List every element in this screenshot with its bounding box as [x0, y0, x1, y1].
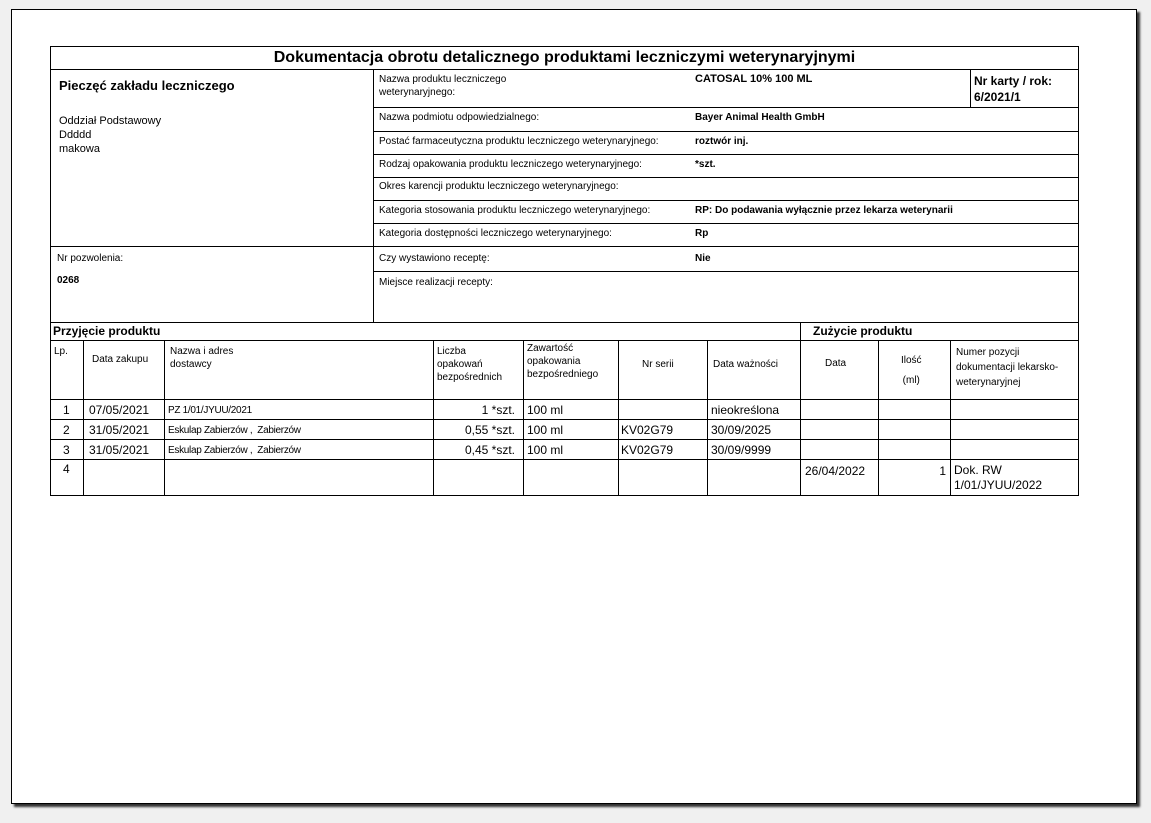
row-2-content: 100 ml: [527, 423, 564, 437]
card-value: 6/2021/1: [974, 90, 1021, 104]
row-3-supplier: Eskulap Zabierzów , Zabierzów: [168, 445, 301, 456]
col-packages-header: [437, 345, 502, 384]
document: [50, 46, 1079, 496]
row-1-lp: 1: [63, 403, 70, 417]
col-expiry-header: Data ważności: [713, 359, 779, 370]
header-line: Zawartość: [527, 343, 574, 354]
document-page: [11, 9, 1137, 804]
col-supplier-header: [170, 345, 233, 371]
stamp-line: makowa: [59, 143, 100, 155]
row-3-expiry: 30/09/9999: [711, 443, 772, 457]
row-1-supplier: PZ 1/01/JYUU/2021: [168, 405, 252, 416]
header-line: Nazwa i adres: [170, 346, 234, 357]
doc-number-line: Dok. RW: [954, 463, 1002, 477]
col-lp-header: Lp.: [54, 346, 68, 357]
header-line: bezpośredniego: [527, 369, 599, 380]
col-doc-number-header: [956, 345, 1058, 390]
header-line: opakowań: [437, 359, 483, 370]
row-2-series: KV02G79: [621, 423, 674, 437]
prescription-issued-label: Czy wystawiono receptę:: [379, 253, 490, 264]
col-use-date-header: Data: [825, 358, 847, 369]
product-name-label: [379, 73, 506, 99]
row-3-series: KV02G79: [621, 443, 674, 457]
label-line: Nazwa produktu leczniczego: [379, 74, 507, 85]
label-line: weterynaryjnego:: [379, 87, 456, 98]
row-2-packages: 0,55 *szt.: [464, 423, 515, 437]
usage-category-label: Kategoria stosowania produktu leczniczego weterynaryjnego:: [379, 205, 651, 216]
header-line: Ilość: [901, 355, 922, 366]
availability-category-label: Kategoria dostępności leczniczego weterynaryjnego:: [379, 228, 612, 239]
row-2-purchase-date: 31/05/2021: [89, 423, 150, 437]
section-intake-title: Przyjęcie produktu: [53, 324, 161, 338]
section-usage-title: Zużycie produktu: [813, 324, 913, 338]
row-1-purchase-date: 07/05/2021: [89, 403, 150, 417]
row-2-supplier: Eskulap Zabierzów , Zabierzów: [168, 425, 301, 436]
col-content-header: [527, 342, 598, 381]
header-line: bezpośrednich: [437, 372, 503, 383]
row-4-doc-number: [954, 463, 1042, 493]
withdrawal-period-label: Okres karencji produktu leczniczego weterynaryjnego:: [379, 181, 619, 192]
row-4-use-date: 26/04/2022: [805, 464, 866, 478]
stamp-lines: [59, 114, 161, 156]
movement-table: [50, 323, 1079, 496]
header-line: dostawcy: [170, 359, 212, 370]
header-line: Liczba: [437, 346, 466, 357]
header-line: opakowania: [527, 356, 581, 367]
col-purchase-date-header: Data zakupu: [92, 354, 149, 365]
permit-value: 0268: [57, 275, 80, 286]
package-type-label: Rodzaj opakowania produktu leczniczego weterynaryjnego:: [379, 159, 642, 170]
row-3-lp: 3: [63, 443, 70, 457]
document-title: Dokumentacja obrotu detalicznego produktami leczniczymi weterynaryjnymi: [50, 46, 1079, 70]
responsible-entity-label: Nazwa podmiotu odpowiedzialnego:: [379, 112, 540, 123]
availability-category-value: Rp: [695, 228, 709, 239]
row-1-expiry: nieokreślona: [711, 403, 780, 417]
row-1-packages: 1 *szt.: [481, 403, 515, 417]
responsible-entity-value: Bayer Animal Health GmbH: [695, 112, 825, 123]
package-type-value: *szt.: [695, 159, 716, 170]
row-2-expiry: 30/09/2025: [711, 423, 772, 437]
header-line: dokumentacji lekarsko-: [956, 362, 1059, 373]
pharmaceutical-form-value: roztwór inj.: [695, 136, 749, 147]
row-3-packages: 0,45 *szt.: [464, 443, 515, 457]
stamp-line: Oddział Podstawowy: [59, 115, 162, 127]
pharmaceutical-form-label: Postać farmaceutyczna produktu leczniczego weterynaryjnego:: [379, 136, 659, 147]
row-3-purchase-date: 31/05/2021: [89, 443, 150, 457]
row-2-lp: 2: [63, 423, 70, 437]
col-quantity-header: [901, 351, 922, 391]
product-name-value: CATOSAL 10% 100 ML: [695, 73, 813, 85]
header-block: [50, 70, 1079, 323]
row-4-quantity: 1: [939, 464, 946, 478]
card-label: Nr karty / rok:: [974, 74, 1053, 88]
row-4-lp: 4: [63, 462, 70, 476]
header-line: Numer pozycji: [956, 347, 1020, 358]
prescription-issued-value: Nie: [695, 253, 711, 264]
prescription-place-label: Miejsce realizacji recepty:: [379, 277, 493, 288]
permit-label: Nr pozwolenia:: [57, 253, 124, 264]
stamp-label: Pieczęć zakładu leczniczego: [59, 78, 235, 93]
doc-number-line: 1/01/JYUU/2022: [954, 478, 1043, 492]
row-3-content: 100 ml: [527, 443, 564, 457]
header-line: (ml): [902, 375, 920, 386]
header-line: weterynaryjnej: [956, 377, 1021, 388]
stamp-line: Ddddd: [59, 129, 92, 141]
card-number: [974, 73, 1052, 105]
col-series-header: Nr serii: [642, 359, 674, 370]
row-1-content: 100 ml: [527, 403, 564, 417]
usage-category-value: RP: Do podawania wyłącznie przez lekarza weterynarii: [695, 205, 953, 216]
